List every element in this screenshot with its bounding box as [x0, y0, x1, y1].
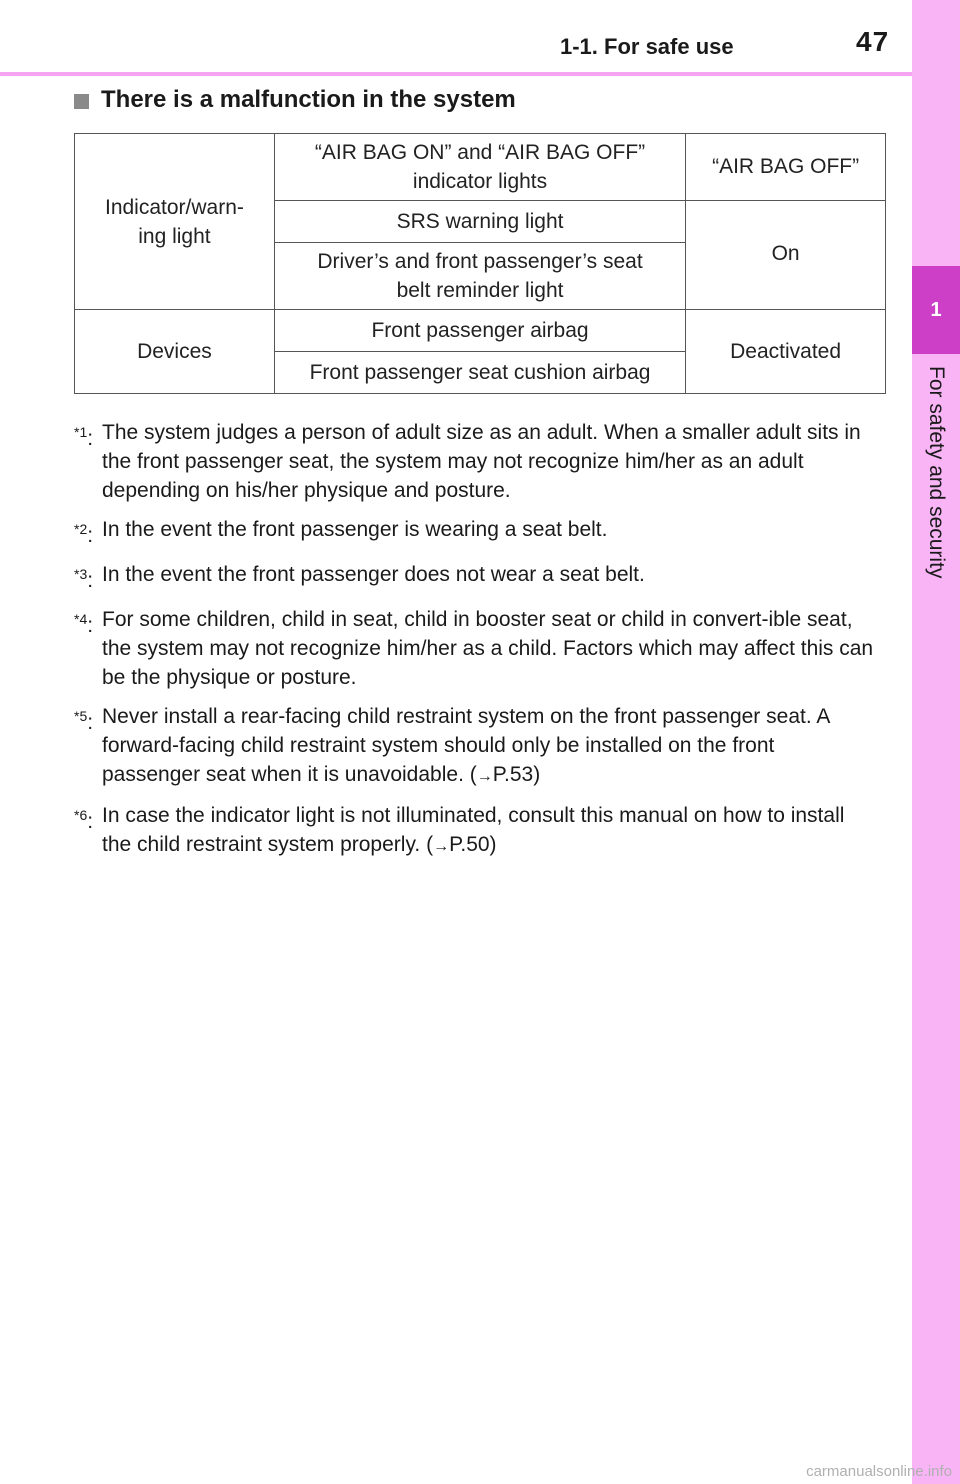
footnote-text: In the event the front passenger is wearing a seat belt.	[102, 518, 608, 541]
seat-cushion-airbag-cell: Front passenger seat cushion airbag	[274, 352, 685, 394]
footnote-item	[74, 418, 874, 505]
deactivated-cell: Deactivated	[686, 310, 886, 394]
devices-label-cell: Devices	[75, 310, 275, 394]
table-row	[75, 134, 886, 201]
header-rule	[0, 72, 912, 76]
arrow-right-icon: →	[433, 838, 450, 855]
footnote-item	[74, 515, 874, 550]
footnote-mark: $^{*6}$:	[74, 807, 94, 833]
page-reference-link[interactable]: P.50)	[449, 833, 497, 856]
chapter-number-box[interactable]	[912, 266, 960, 354]
footnote-item	[74, 801, 874, 861]
srs-warning-cell: SRS warning light	[274, 201, 685, 243]
footnote-item	[74, 702, 874, 791]
arrow-right-icon: →	[476, 768, 493, 785]
section-label: 1-1. For safe use	[560, 34, 734, 59]
footnote-text: In the event the front passenger does not wear a seat belt.	[102, 563, 645, 586]
page-reference-link[interactable]: P.53)	[492, 763, 541, 786]
table-row	[75, 310, 886, 352]
heading-text: There is a malfunction in the system	[101, 86, 516, 113]
footnote-text: Never install a rear-facing child restraint system on the front passenger seat. A forward-facing child restraint system should only be installed on the front passenger seat when it is unavoidable. (→P.53)	[102, 705, 830, 786]
airbag-off-column-cell: “AIR BAG OFF”	[686, 134, 886, 201]
footnote-mark: $^{*3}$:	[74, 566, 94, 592]
footnotes	[74, 418, 874, 871]
footnote-item	[74, 605, 874, 692]
section-heading	[74, 86, 516, 114]
footnote-mark: $^{*5}$:	[74, 708, 94, 734]
airbag-on-off-lights-cell: “AIR BAG ON” and “AIR BAG OFF” indicator lights	[274, 134, 685, 201]
footnote-item	[74, 560, 874, 595]
footnote-text: For some children, child in seat, child in booster seat or child in convert-ible seat, the system may not recognize him/her as a child. Factors which may affect this can be the physique or posture.	[102, 608, 874, 689]
footnote-mark: $^{*4}$:	[74, 611, 94, 637]
indicator-label-cell: Indicator/warn- ing light	[75, 134, 275, 310]
seat-belt-reminder-cell: Driver’s and front passenger’s seat belt reminder light	[274, 243, 685, 310]
watermark: carmanualsonline.info	[806, 1463, 952, 1480]
square-bullet-icon	[74, 94, 89, 109]
page-number: 47	[856, 26, 890, 57]
chapter-number: 1	[930, 298, 942, 321]
footnote-mark: $^{*2}$:	[74, 521, 94, 547]
footnote-text: In case the indicator light is not illuminated, consult this manual on how to install the child restraint system properly. (→P.50)	[102, 804, 845, 856]
front-passenger-airbag-cell: Front passenger airbag	[274, 310, 685, 352]
side-tab	[912, 0, 960, 1484]
malfunction-table	[74, 133, 886, 394]
footnote-text: The system judges a person of adult size as an adult. When a smaller adult sits in the front passenger seat, the system may not recognize him/her as an adult depending on his/her physique and posture.	[102, 421, 861, 502]
footnote-mark: $^{*1}$:	[74, 424, 94, 450]
chapter-title: For safety and security	[925, 366, 948, 579]
on-value-cell: On	[686, 201, 886, 310]
